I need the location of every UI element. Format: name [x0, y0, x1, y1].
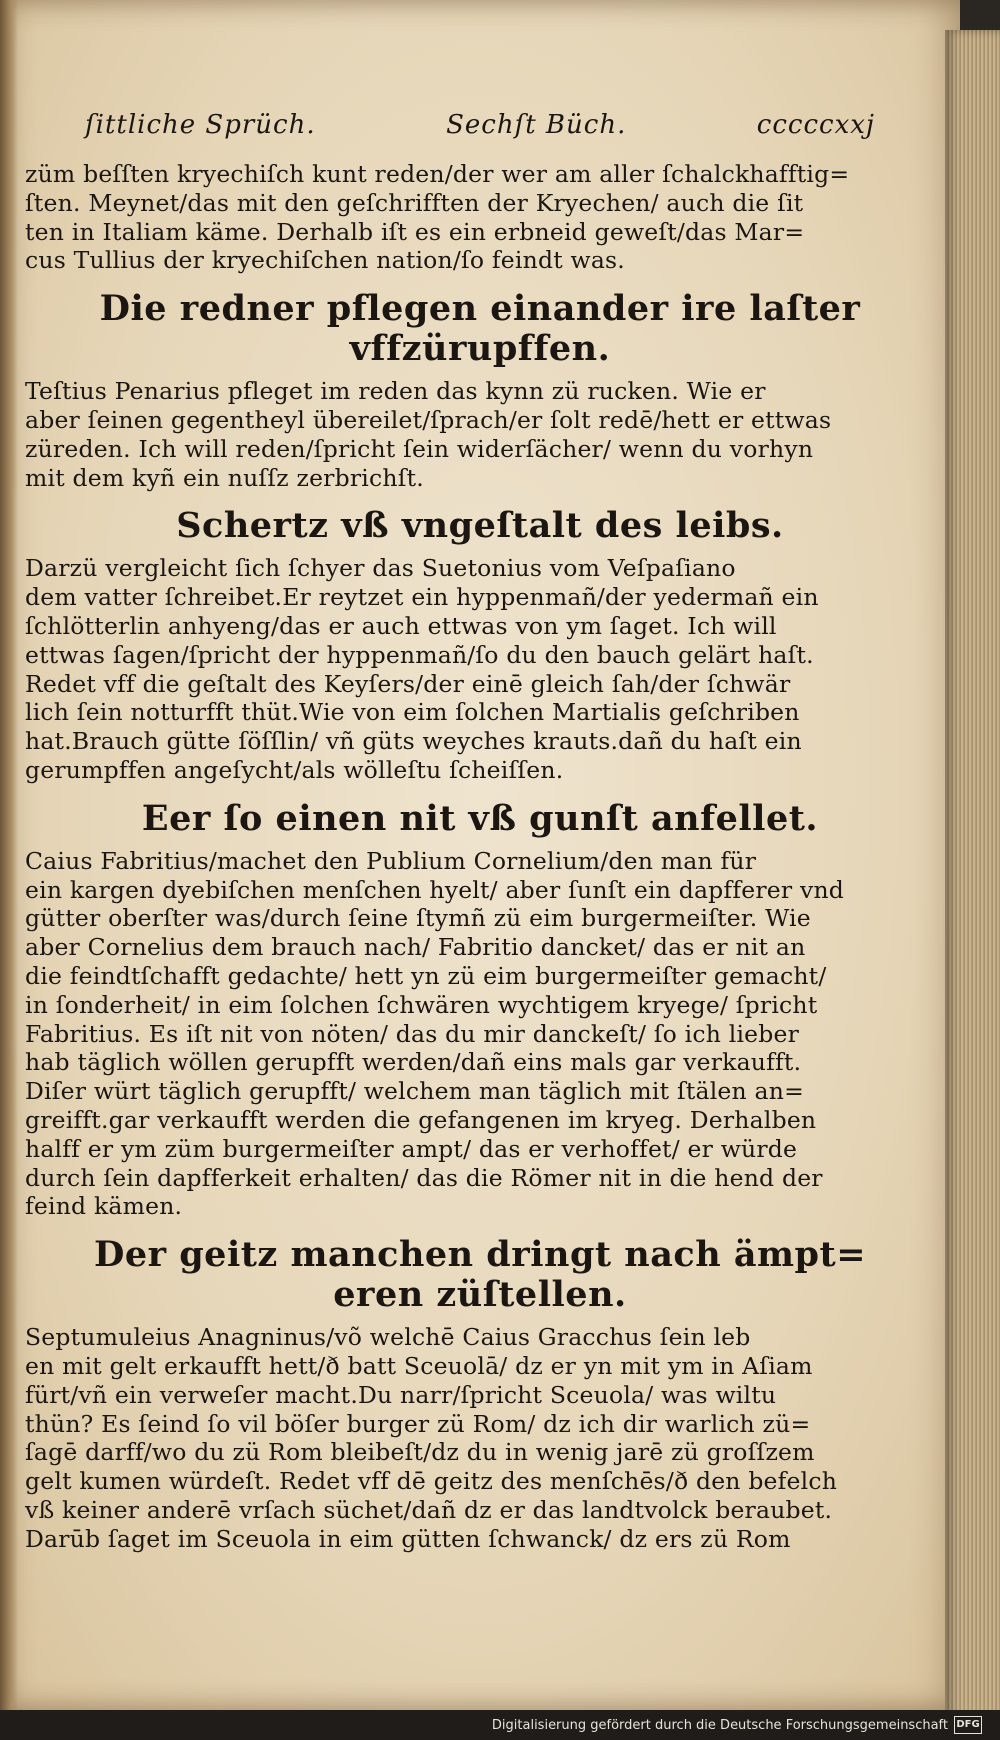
book-page-edges — [945, 30, 1000, 1720]
section-heading: Schertz vß vngeſtalt des leibs. — [176, 505, 784, 547]
running-head-left: ſittliche Sprüch. — [85, 110, 316, 140]
digitization-footer — [0, 1710, 1000, 1740]
binding-gutter — [0, 0, 18, 1710]
paragraph: Septumuleius Anagninus/võ welchē Caius Gracchus ſein leb en mit gelt erkaufft hett/ð batt Sceuolā/ dz er yn mit ym in Aſiam fürt/vñ ein verweſer macht.Du narr/ſpricht Sceuola/ was wiltu thün? Es ſeind ſo vil böſer burger zü Rom/ dz ich dir warlich zü= ſagē darff/wo du zü Rom bleibeſt/dz du in wenig jarē zü groſſzem gelt kumen würdeſt. Redet vff dē geitz des menſchēs/ð den befelch vß keiner anderē vrſach süchet/dañ dz er das landtvolck beraubet. Darūb ſaget im Sceuola in eim gütten ſchwanck/ dz ers zü Rom — [25, 1323, 838, 1553]
funding-credit: Digitalisierung gefördert durch die Deutsche Forschungsgemeinschaft — [491, 1717, 948, 1733]
section-heading: Die redner pflegen einander ire laſter vffzürupffen. — [99, 288, 861, 370]
dfg-logo-icon: DFG — [954, 1716, 982, 1734]
paragraph: Caius Fabritius/machet den Publium Cornelium/den man für ein kargen dyebiſchen menſchen hyelt/ aber ſunſt ein dapfferer vnd gütter oberſter was/durch ſeine ſtymñ zü eim burgermeiſter. Wie aber Cornelius dem brauch nach/ Fabritio dancket/ das er nit an die feindtſchafft gedachte/ hett yn zü eim burgermeiſter gemacht/ in ſonderheit/ in eim ſolchen ſchwären wychtigem kryege/ ſpricht Fabritius. Es iſt nit von nöten/ das du mir danckeſt/ ſo ich lieber hab täglich wöllen gerupfft werden/dañ eins mals gar verkaufft. Diſer würt täglich gerupfft/ welchem man täglich mit ſtälen an= greifft.gar verkaufft werden die gefangenen im kryeg. Derhalben halff er ym züm burgermeiſter ampt/ das er verhoffet/ er würde durch ſein dapfferkeit erhalten/ das die Römer nit in die hend der feind kämen. — [25, 846, 845, 1221]
running-head-center: Sechſt Büch. — [446, 110, 627, 140]
paragraph-continued: züm beſſten kryechiſch kunt reden/der wer am aller ſchalckhafftig= ſten. Meynet/das mit den geſchrifften der Kryechen/ auch die ſit ten in Italiam käme. Derhalb iſt es ein erbneid geweſt/das Mar= cus Tullius der kryechiſchen nation/ſo feindt was. — [25, 160, 850, 275]
paragraph: Darzü vergleicht ſich ſchyer das Suetonius vom Veſpaſiano dem vatter ſchreibet.Er reytzet ein hyppenmañ/der yedermañ ein ſchlötterlin anhyeng/das er auch ettwas von ym ſaget. Ich will ettwas ſagen/ſpricht der hyppenmañ/ſo du den bauch gelärt haſt. Redet vff die geſtalt des Keyſers/der einē gleich ſah/der ſchwär lich ſein notturfft thüt.Wie von eim ſolchen Martialis geſchriben hat.Brauch gütte ſöſſlin/ vñ güts weyches krauts.dañ du haſt ein gerumpffen angeſycht/als wölleſtu ſcheiſſen. — [25, 554, 819, 784]
section-heading: Eer ſo einen nit vß gunſt anfellet. — [141, 797, 819, 839]
page-text-block — [25, 110, 935, 1650]
section-heading: Der geitz manchen dringt nach ämpt= eren züſtellen. — [93, 1234, 867, 1316]
folio-number: cccccxxj — [756, 110, 875, 140]
paragraph: Teſtius Penarius pfleget im reden das kynn zü rucken. Wie er aber ſeinen gegentheyl übereilet/ſprach/er ſolt redē/hett er ettwas züreden. Ich will reden/ſpricht ſein widerſächer/ wenn du vorhyn mit dem kyñ ein nuſſz zerbrichſt. — [25, 377, 832, 492]
running-head — [25, 110, 935, 160]
